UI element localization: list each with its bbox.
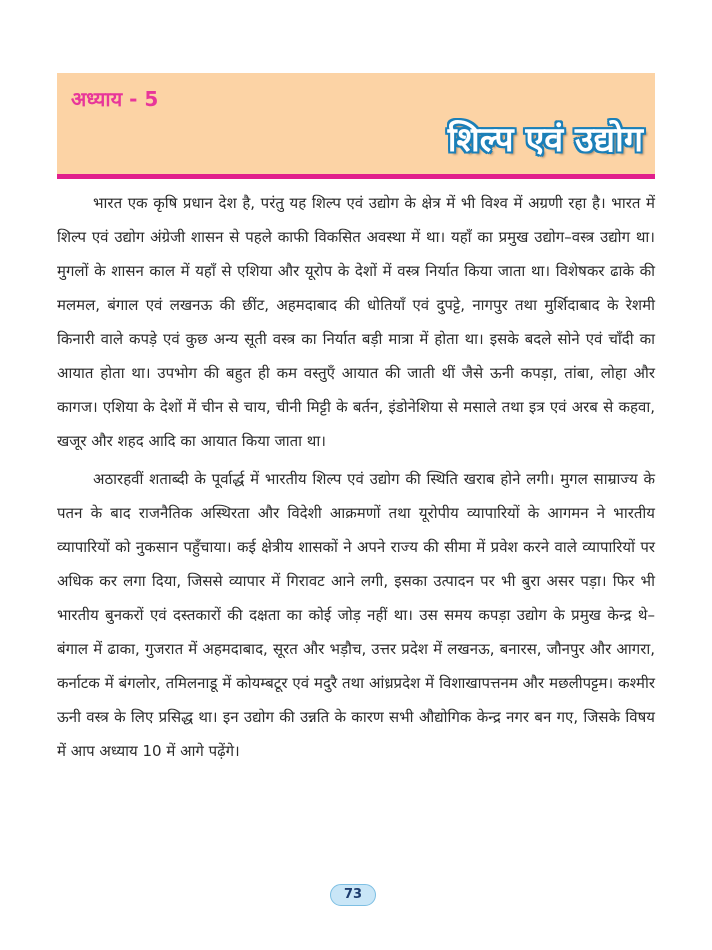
chapter-body-text	[57, 186, 655, 768]
chapter-header-banner	[57, 73, 655, 174]
page-number-badge: 73	[330, 884, 376, 906]
chapter-title: शिल्प एवं उद्योग	[447, 120, 643, 160]
chapter-number-label: अध्याय - 5	[71, 87, 159, 111]
body-paragraph-1: भारत एक कृषि प्रधान देश है, परंतु यह शिल्प एवं उद्योग के क्षेत्र में भी विश्व में अग्रणी रहा है। भारत में शिल्प एवं उद्योग अंग्रेजी शासन से पहले काफी विकसित अवस्था में था। यहाँ का प्रमुख उद्योग–वस्त्र उद्योग था। मुगलों के शासन काल में यहाँ से एशिया और यूरोप के देशों में वस्त्र निर्यात किया जाता था। विशेषकर ढाके की मलमल, बंगाल एवं लखनऊ की छींट, अहमदाबाद की धोतियाँ एवं दुपट्टे, नागपुर तथा मुर्शिदाबाद के रेशमी किनारी वाले कपड़े एवं कुछ अन्य सूती वस्त्र का निर्यात बड़ी मात्रा में होता था। इसके बदले सोने एवं चाँदी का आयात होता था। उपभोग की बहुत ही कम वस्तुएँ आयात की जाती थीं जैसे ऊनी कपड़ा, तांबा, लोहा और कागज। एशिया के देशों में चीन से चाय, चीनी मिट्टी के बर्तन, इंडोनेशिया से मसाले तथा इत्र एवं अरब से कहवा, खजूर और शहद आदि का आयात किया जाता था।	[57, 194, 655, 450]
header-divider-rule	[57, 174, 655, 179]
body-paragraph-2: अठारहवीं शताब्दी के पूर्वार्द्ध में भारतीय शिल्प एवं उद्योग की स्थिति खराब होने लगी। मुगल साम्राज्य के पतन के बाद राजनैतिक अस्थिरता और विदेशी आक्रमणों तथा यूरोपीय व्यापारियों के आगमन ने भारतीय व्यापारियों को नुकसान पहुँचाया। कई क्षेत्रीय शासकों ने अपने राज्य की सीमा में प्रवेश करने वाले व्यापारियों पर अधिक कर लगा दिया, जिससे व्यापार में गिरावट आने लगी, इसका उत्पादन पर भी बुरा असर पड़ा। फिर भी भारतीय बुनकरों एवं दस्तकारों की दक्षता का कोई जोड़ नहीं था। उस समय कपड़ा उद्योग के प्रमुख केन्द्र थे– बंगाल में ढाका, गुजरात में अहमदाबाद, सूरत और भड़ौच, उत्तर प्रदेश में लखनऊ, बनारस, जौनपुर और आगरा, कर्नाटक में बंगलोर, तमिलनाडू में कोयम्बटूर एवं मदुरै तथा आंध्रप्रदेश में विशाखापत्तनम और मछलीपट्टम। कश्मीर ऊनी वस्त्र के लिए प्रसिद्ध था। इन उद्योग की उन्नति के कारण सभी औद्योगिक केन्द्र नगर बन गए, जिसके विषय में आप अध्याय 10 में आगे पढ़ेंगे।	[57, 470, 655, 760]
